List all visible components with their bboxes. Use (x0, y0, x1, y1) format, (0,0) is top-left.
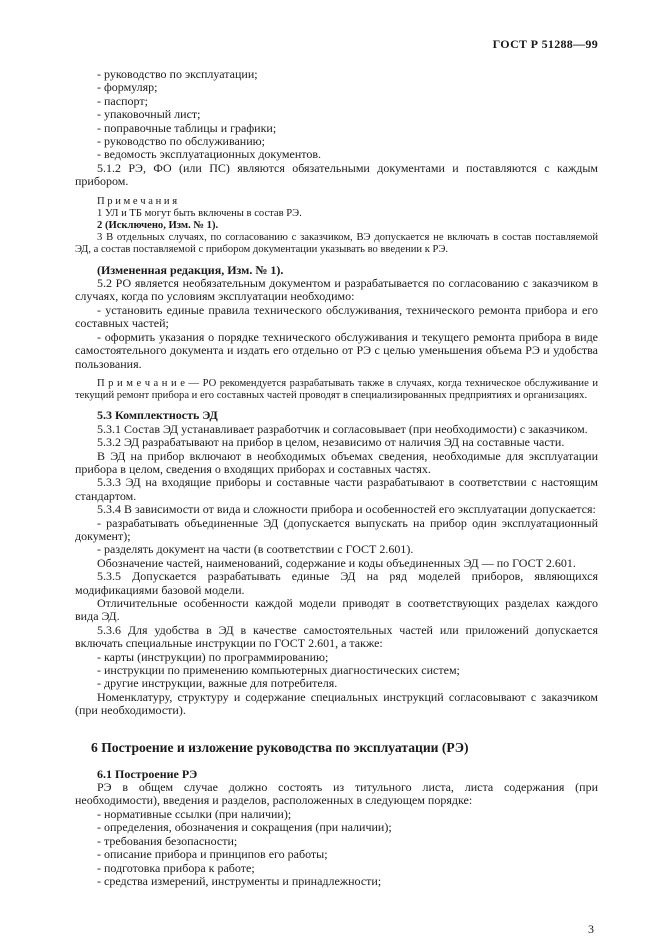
list-item: - руководство по обслуживанию; (97, 134, 265, 149)
list-item: - паспорт; (97, 93, 148, 108)
paragraph: - средства измерений, инструменты и принадлежности; (97, 873, 382, 888)
paragraph: - оформить указания о порядке технического обслуживания и текущего ремонта прибора в виде самостоятельного документа и издать его отдельно от РЭ с целью уменьшения объема РЭ и удобства пользования. (75, 329, 598, 371)
list-item: - упаковочный лист; (97, 107, 201, 122)
paragraph: 5.3.6 Для удобства в ЭД в качестве самостоятельных частей или приложений допускается включать специальные инструкции по ГОСТ 2.601, а также: (75, 622, 598, 651)
page-footer (75, 922, 598, 936)
paragraph: - установить единые правила технического обслуживания, технического ремонта прибора и его составных частей; (75, 302, 598, 331)
paragraph: 5.1.2 РЭ, ФО (или ПС) являются обязательными документами и поставляются с каждым прибором. (75, 160, 598, 189)
paragraph: 5.2 РО является необязательным документом и разрабатывается по согласованию с заказчиком в случаях, когда по условиям эксплуатации необходимо: (75, 276, 598, 304)
note-text: П р и м е ч а н и я (97, 195, 178, 207)
standard-number: ГОСТ Р 51288—99 (492, 37, 598, 51)
paragraph: - определения, обозначения и сокращения (при наличии); (97, 820, 392, 835)
paragraph: - нормативные ссылки (при наличии); (97, 806, 292, 821)
note-text: 3 В отдельных случаях, по согласованию с заказчиком, ВЭ допускается не включать в состав поставляемой ЭД, а состав поставляемой с прибором документации указывать во введении к РЭ. (75, 232, 598, 256)
paragraph: В ЭД на прибор включают в необходимых объемах сведения, необходимые для эксплуатации прибора в целом, сведения о входящих приборах и составных частях. (75, 448, 598, 476)
list-item: - формуляр; (97, 80, 158, 95)
list-item: - руководство по эксплуатации; (97, 67, 258, 81)
paragraph: - другие инструкции, важные для потребителя. (97, 676, 338, 691)
paragraph: - разделять документ на части (в соответствии с ГОСТ 2.601). (97, 542, 414, 557)
paragraph: 5.3.1 Состав ЭД устанавливает разработчик и согласовывает (при необходимости) с заказчиком. (97, 421, 588, 436)
paragraph: 5.3.4 В зависимости от вида и сложности прибора и особенностей его эксплуатации допускается: (97, 502, 596, 517)
note-bold-text: 2 (Исключено, Изм. № 1). (97, 220, 219, 232)
paragraph: Обозначение частей, наименований, содержание и коды объединенных ЭД — по ГОСТ 2.601. (97, 555, 576, 570)
paragraph: - требования безопасности; (97, 833, 238, 848)
paragraph: - подготовка прибора к работе; (97, 860, 255, 875)
paragraph: - карты (инструкции) по программированию; (97, 649, 329, 664)
document-content (75, 68, 598, 888)
paragraph: 5.3.2 ЭД разрабатывают на прибор в целом, независимо от наличия ЭД на составные части. (97, 435, 565, 450)
paragraph: - инструкции по применению компьютерных диагностических систем; (97, 663, 460, 678)
paragraph: Номенклатуру, структуру и содержание специальных инструкций согласовывают с заказчиком (при необходимости). (75, 689, 598, 718)
paragraph: РЭ в общем случае должно состоять из титульного листа, листа содержания (при необходимости), введения и разделов, расположенных в следующем порядке: (75, 780, 598, 808)
bold-line: 6.1 Построение РЭ (97, 766, 198, 781)
section-heading: 6 Построение и изложение руководства по эксплуатации (РЭ) (91, 739, 469, 755)
list-item: - ведомость эксплуатационных документов. (97, 147, 322, 162)
paragraph: 5.3.5 Допускается разрабатывать единые ЭД на ряд моделей приборов, являющихся модификациями базовой модели. (75, 569, 598, 597)
bold-line: (Измененная редакция, Изм. № 1). (97, 262, 284, 277)
note-text: П р и м е ч а н и е — РО рекомендуется разрабатывать также в случаях, когда техническое обслуживание и текущий ремонт прибора и его составных частей проводят в специализированных предприятиях и организациях. (75, 377, 598, 402)
paragraph: - разрабатывать объединенные ЭД (допускается выпускать на прибор один эксплуатационный документ); (75, 515, 598, 543)
bold-line: 5.3 Комплектность ЭД (97, 408, 218, 423)
paragraph: - описание прибора и принципов его работы; (97, 847, 328, 862)
note-text: 1 УЛ и ТБ могут быть включены в состав РЭ. (97, 207, 302, 219)
list-item: - поправочные таблицы и графики; (97, 120, 277, 135)
page-number: 3 (588, 922, 594, 936)
page-header (75, 38, 598, 51)
paragraph: Отличительные особенности каждой модели приводят в соответствующих разделах каждого вида ЭД. (75, 596, 598, 624)
paragraph: 5.3.3 ЭД на входящие приборы и составные части разрабатывают в соответствии с настоящим стандартом. (75, 475, 598, 503)
